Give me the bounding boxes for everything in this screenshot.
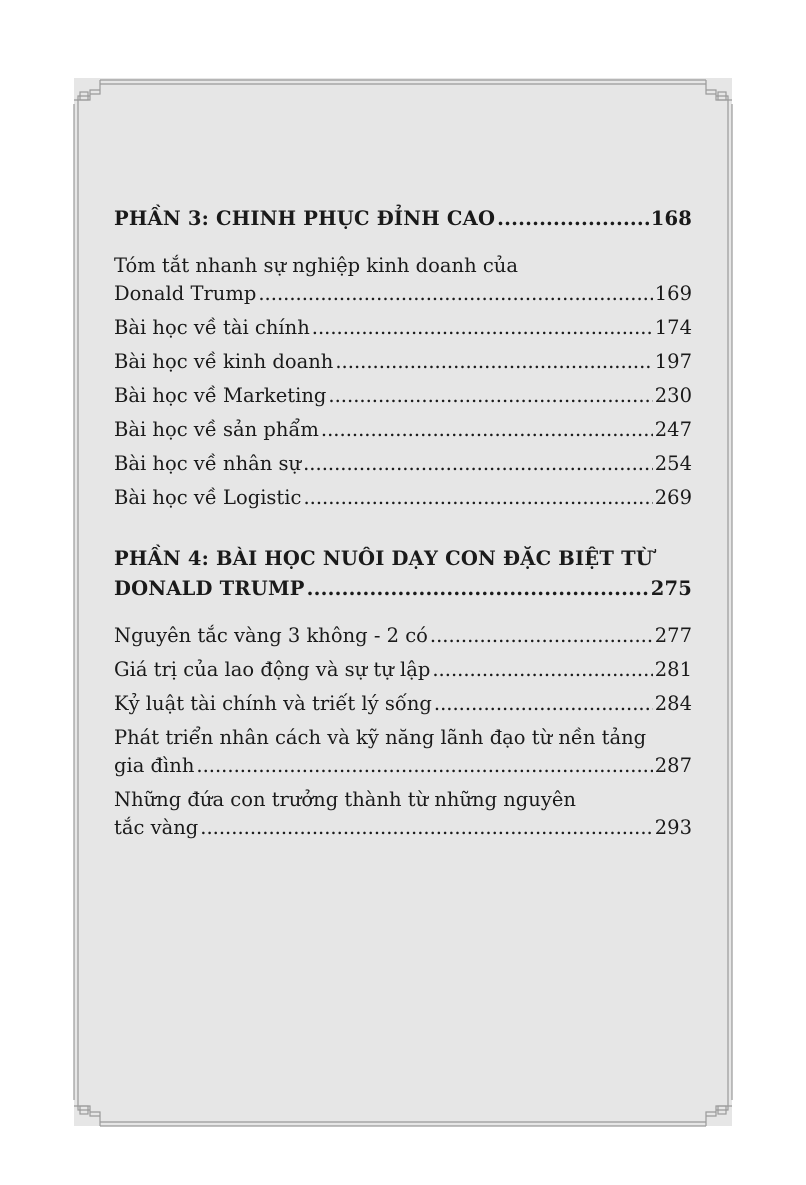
entry-title-line1: Những đứa con trưởng thành từ những nguyên: [114, 788, 576, 811]
entry-page: 277: [654, 624, 692, 647]
leader-dots: [430, 622, 653, 650]
entry-title: Bài học về nhân sự: [114, 452, 302, 475]
entry-title: Bài học về Logistic: [114, 486, 302, 509]
leader-dots: [258, 280, 652, 308]
part3-page: 168: [650, 207, 692, 230]
toc-entry[interactable]: [114, 484, 692, 512]
leader-dots: [200, 814, 653, 842]
toc-entry[interactable]: [114, 348, 692, 376]
toc-entry[interactable]: [114, 382, 692, 410]
entry-title: Giá trị của lao động và sự tự lập: [114, 658, 431, 681]
leader-dots: [328, 382, 652, 410]
leader-dots: [432, 656, 652, 684]
toc-entry[interactable]: [114, 416, 692, 444]
part4-title: DONALD TRUMP: [114, 577, 305, 600]
leader-dots: [303, 484, 652, 512]
leader-dots: [303, 450, 653, 478]
toc-entry[interactable]: [114, 314, 692, 342]
entry-title-line1: Phát triển nhân cách và kỹ năng lãnh đạo từ nền tảng: [114, 726, 647, 749]
entry-title: tắc vàng: [114, 816, 199, 839]
entry-title: Donald Trump: [114, 282, 257, 305]
entry-page: 230: [654, 384, 692, 407]
leader-dots: [335, 348, 652, 376]
entry-page: 293: [654, 816, 692, 839]
entry-page: 197: [654, 350, 692, 373]
toc-entry[interactable]: [114, 622, 692, 650]
leader-dots: [497, 204, 649, 234]
entry-page: 247: [654, 418, 692, 441]
toc-entry[interactable]: [114, 690, 692, 718]
part4-page: 275: [650, 577, 692, 600]
entry-title: Bài học về sản phẩm: [114, 418, 319, 441]
leader-dots: [312, 314, 653, 342]
entry-title: Bài học về kinh doanh: [114, 350, 334, 373]
entry-page: 174: [654, 316, 692, 339]
leader-dots: [434, 690, 653, 718]
entry-page: 169: [654, 282, 692, 305]
part3-title: PHẦN 3: CHINH PHỤC ĐỈNH CAO: [114, 207, 496, 230]
entry-page: 281: [654, 658, 692, 681]
entry-title-line1: Tóm tắt nhanh sự nghiệp kinh doanh của: [114, 254, 518, 277]
table-of-contents: [114, 204, 692, 848]
part4-heading[interactable]: [114, 544, 692, 604]
toc-entry[interactable]: [114, 252, 692, 308]
entry-page: 254: [654, 452, 692, 475]
entry-page: 287: [654, 754, 692, 777]
entry-page: 269: [654, 486, 692, 509]
toc-entry[interactable]: [114, 786, 692, 842]
entry-page: 284: [654, 692, 692, 715]
leader-dots: [196, 752, 652, 780]
entry-title: Bài học về tài chính: [114, 316, 310, 339]
leader-dots: [321, 416, 653, 444]
toc-entry[interactable]: [114, 724, 692, 780]
entry-title: Kỷ luật tài chính và triết lý sống: [114, 692, 432, 715]
leader-dots: [307, 574, 649, 604]
entry-title: gia đình: [114, 754, 195, 777]
entry-title: Nguyên tắc vàng 3 không - 2 có: [114, 624, 428, 647]
entry-title: Bài học về Marketing: [114, 384, 327, 407]
toc-entry[interactable]: [114, 656, 692, 684]
part3-heading[interactable]: [114, 204, 692, 234]
toc-entry[interactable]: [114, 450, 692, 478]
part4-title-line1: PHẦN 4: BÀI HỌC NUÔI DẠY CON ĐẶC BIỆT TỪ: [114, 547, 653, 570]
